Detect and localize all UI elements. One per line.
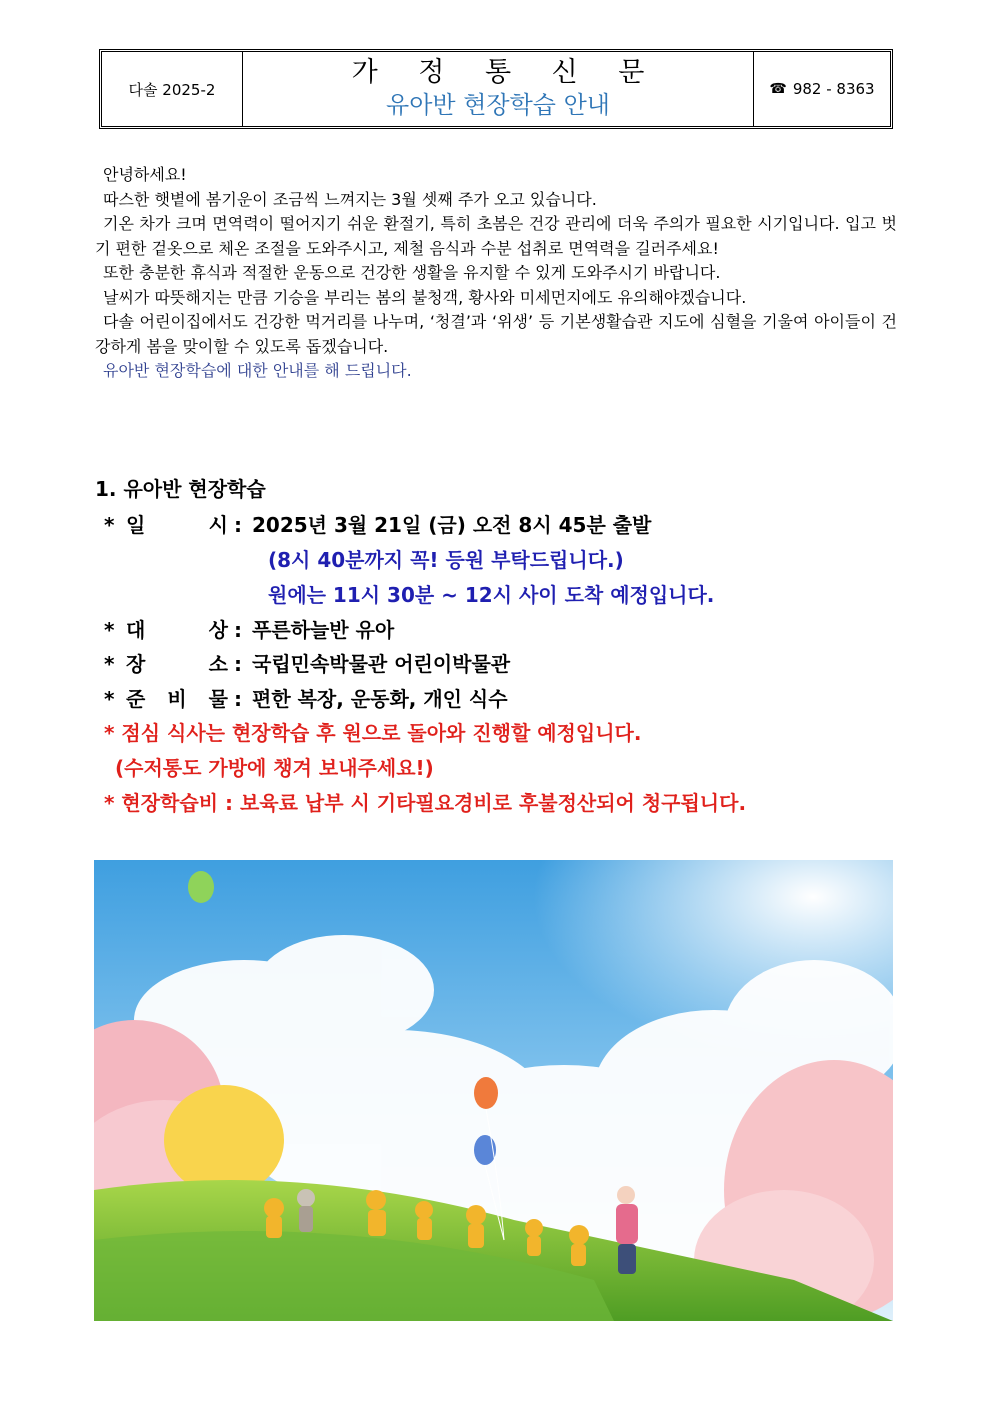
detail-value: 2025년 3월 21일 (금) 오전 8시 45분 출발	[252, 513, 652, 537]
teacher-head	[617, 1186, 635, 1204]
bullet: *	[104, 652, 115, 676]
detail-value: 푸른하늘반 유아	[252, 617, 395, 642]
teacher-body	[616, 1204, 638, 1244]
newsletter-header	[99, 49, 893, 129]
detail-value: 편한 복장, 운동화, 개인 식수	[252, 686, 508, 711]
intro-line: 날씨가 따뜻해지는 만큼 기승을 부리는 봄의 불청객, 황사와 미세먼지에도 유의해야겠습니다.	[103, 287, 747, 307]
phone-icon: ☎	[769, 81, 787, 97]
intro-line: 또한 충분한 휴식과 적절한 운동으로 건강한 생활을 유지할 수 있게 도와주시기 바랍니다.	[103, 263, 721, 282]
detail-row-date	[95, 508, 897, 543]
detail-row-target	[95, 613, 897, 648]
time-note: (8시 40분까지 꼭! 등원 부탁드립니다.)	[268, 547, 624, 572]
intro-line: 다솔 어린이집에서도 건강한 먹거리를 나누며, ‘청결’과 ‘위생’ 등 기본생활습관 지도에 심혈을 기울여 아이들이 건강하게 봄을 맞이할 수 있도록 돕겠습니다.	[95, 312, 897, 356]
spring-picnic-illustration	[94, 860, 893, 1321]
colon: :	[234, 617, 242, 642]
intro-line: 따스한 햇볕에 봄기운이 조금씩 느껴지는 3월 셋째 주가 오고 있습니다.	[103, 189, 597, 209]
newsletter-subtitle: 유아반 현장학습 안내	[386, 91, 610, 119]
bullet: *	[104, 617, 115, 642]
intro-line: 기온 차가 크며 면역력이 떨어지기 쉬운 환절기, 특히 초봄은 건강 관리에 더욱 주의가 필요한 시기입니다. 입고 벗기 편한 겉옷으로 체온 조절을 도와주시고, 제철 음식과 수분 섭취로 면역력을 길러주세요!	[95, 214, 897, 258]
lunch-note: * 점심 식사는 현장학습 후 원으로 돌아와 진행할 예정입니다.	[104, 721, 642, 745]
issue-code: 다솔 2025-2	[102, 52, 243, 126]
detail-label: 준 비 물	[126, 686, 228, 711]
bullet: *	[104, 513, 115, 537]
colon: :	[234, 513, 242, 537]
section-title: 1. 유아반 현장학습	[95, 477, 266, 501]
detail-value: 국립민속박물관 어린이박물관	[252, 652, 511, 676]
detail-row-supplies	[95, 682, 897, 717]
fee-note: * 현장학습비 : 보육료 납부 시 기타필요경비로 후불정산되어 청구됩니다.	[104, 791, 747, 815]
detail-label: 장 소	[126, 652, 228, 676]
intro-closing: 유아반 현장학습에 대한 안내를 해 드립니다.	[103, 361, 412, 380]
colon: :	[234, 686, 242, 711]
illustration-svg	[94, 860, 893, 1321]
spoon-case-note: (수저통도 가방에 챙겨 보내주세요!)	[115, 756, 434, 780]
bullet: *	[104, 686, 115, 711]
phone-number: 982 - 8363	[792, 80, 875, 98]
phone-number-cell	[754, 52, 890, 126]
detail-label: 대 상	[126, 617, 228, 642]
detail-label: 일 시	[126, 513, 228, 537]
detail-row-place	[95, 647, 897, 682]
time-note: 원에는 11시 30분 ~ 12시 사이 도착 예정입니다.	[268, 582, 715, 607]
greeting: 안녕하세요!	[103, 165, 187, 184]
newsletter-title: 가 정 통 신 문	[351, 57, 661, 88]
colon: :	[234, 652, 242, 676]
field-trip-section	[95, 472, 897, 821]
intro-paragraphs	[95, 163, 897, 384]
header-title-block	[243, 52, 754, 126]
